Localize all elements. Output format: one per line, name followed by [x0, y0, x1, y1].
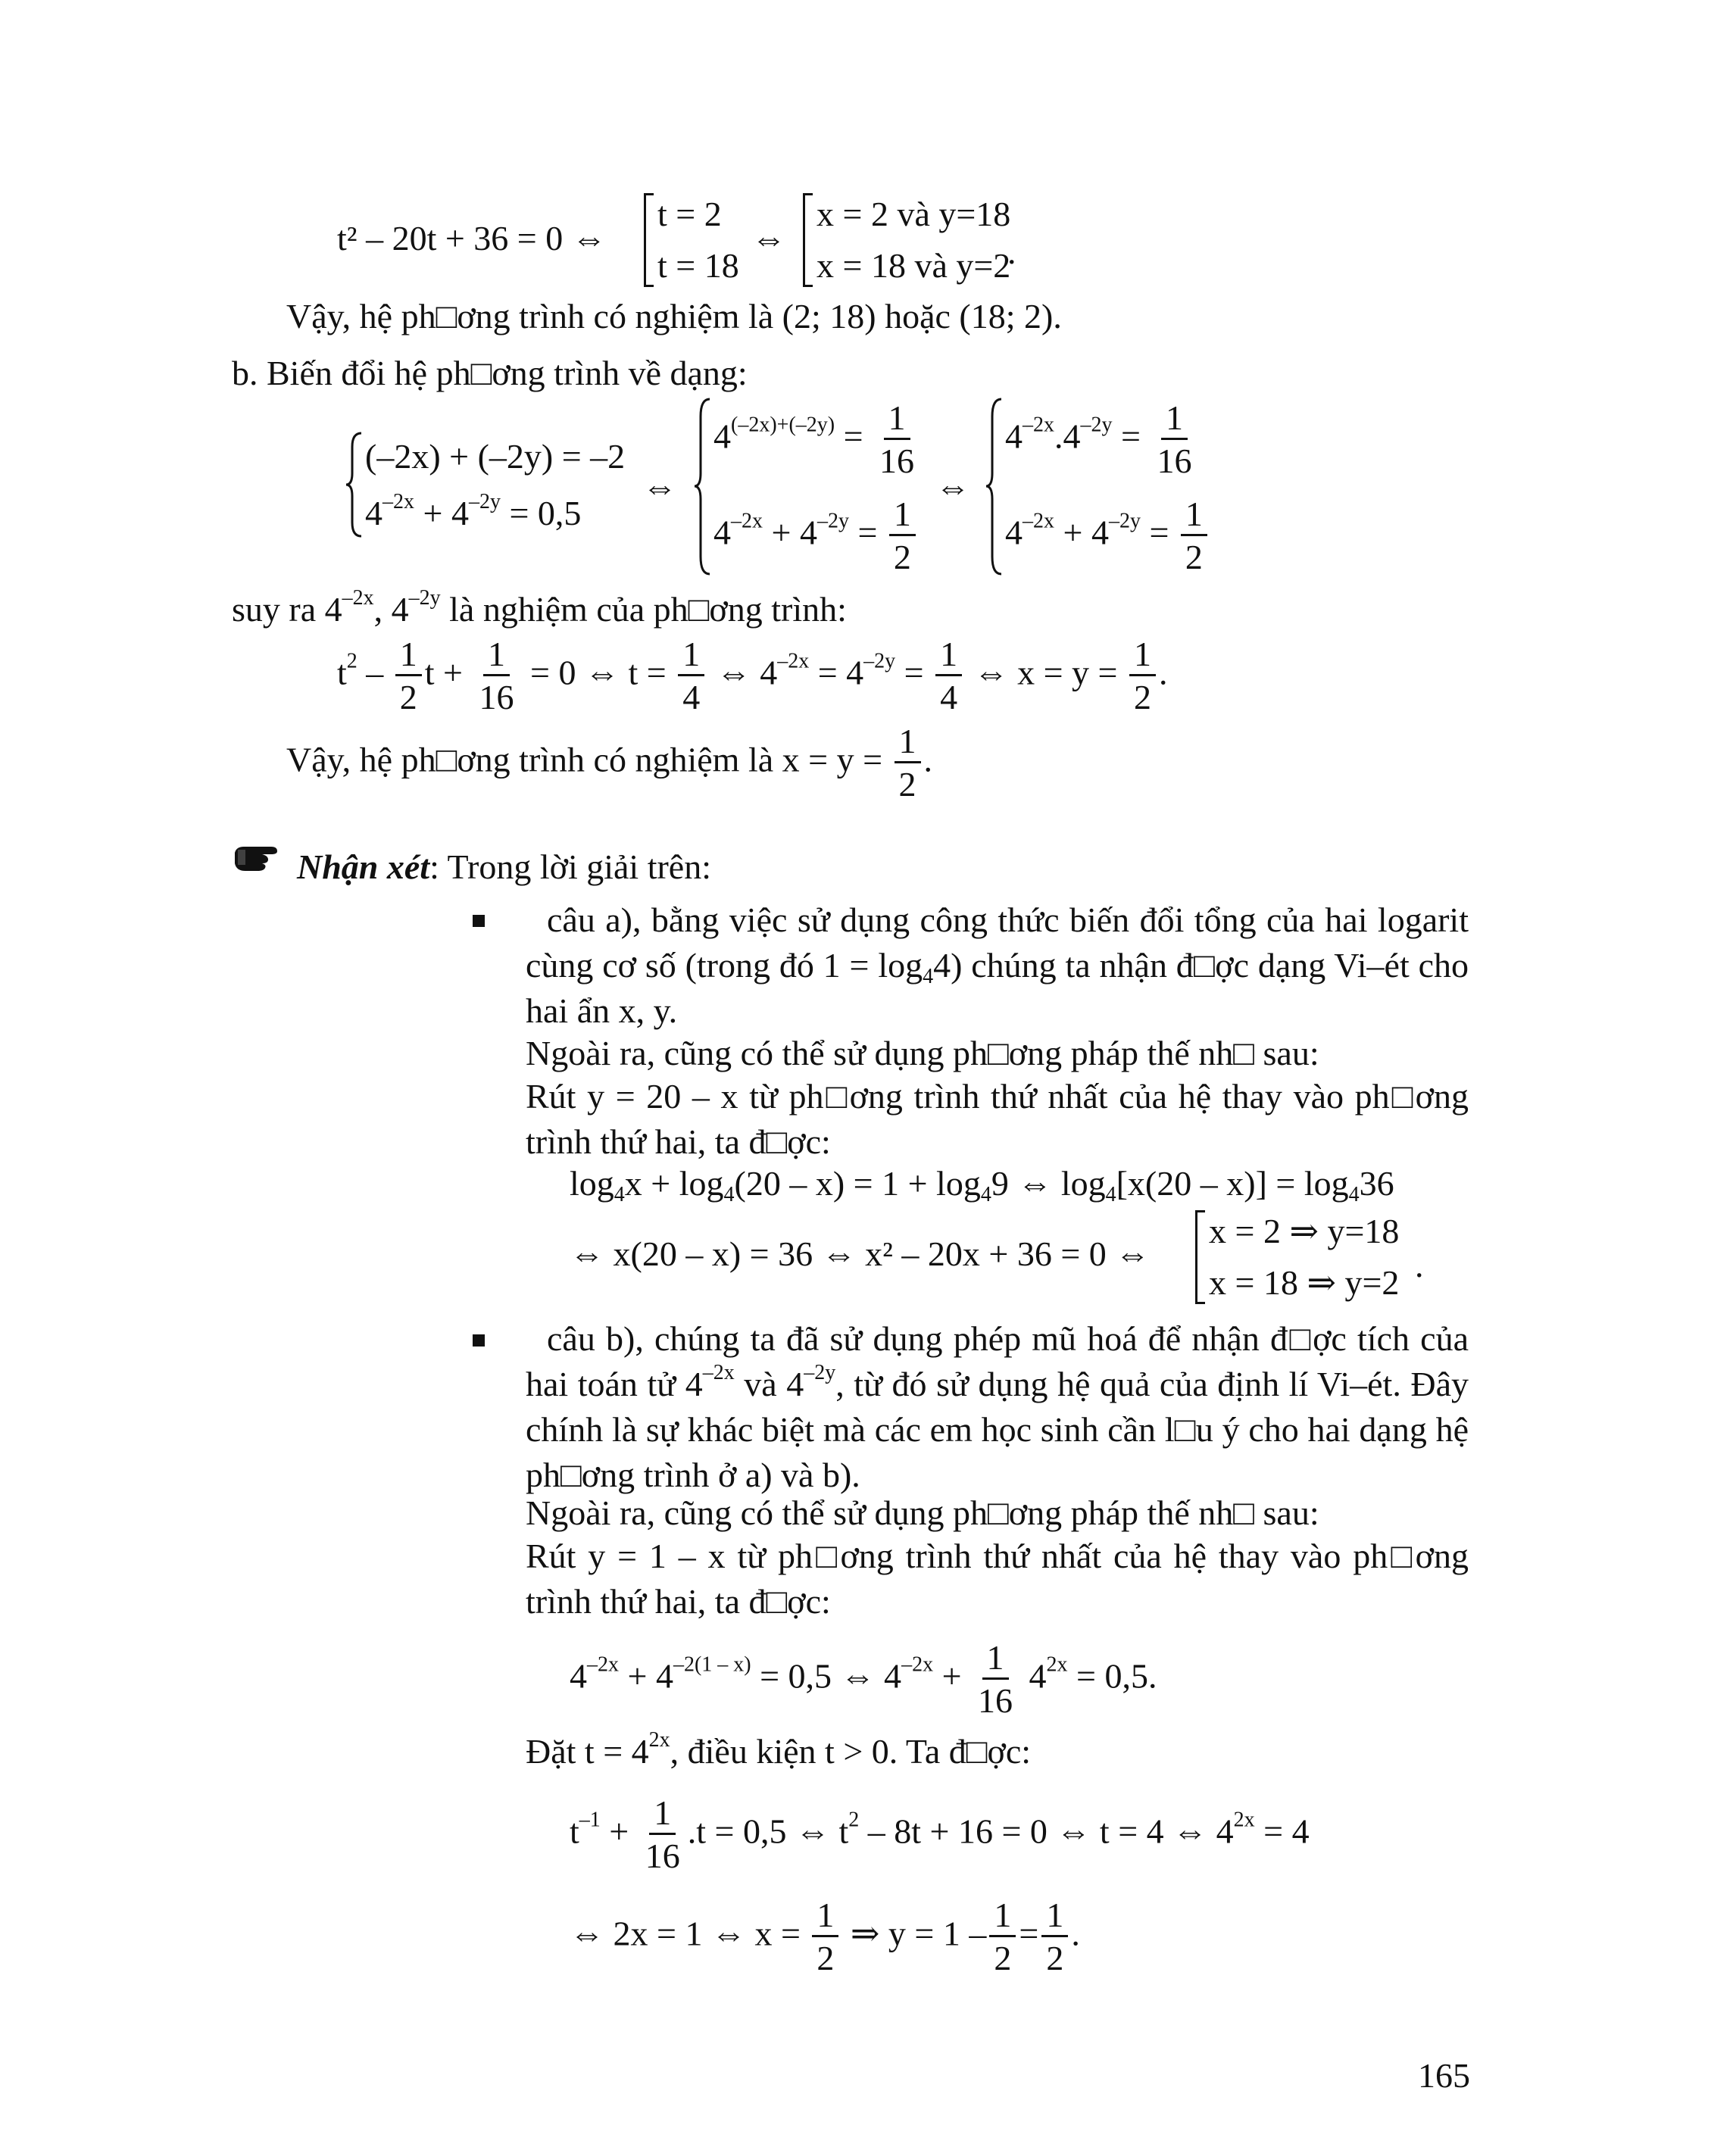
remark-a-case2: x = 18 ⇒ y=2 — [1209, 1263, 1400, 1302]
equiv-symbol: ⇔ — [642, 467, 677, 506]
remark-b-eq1: $4^{-2x} + 4^{-2(1 - x)} = 0,5$ ⇔ $4^{-2x}$ + $\frac{1}{16}$ $4^{2x} = 0,5$. — [570, 1638, 1157, 1721]
remark-b-set-t: Đặt $t = 4^{2x}$, điều kiện t > 0. Ta đ□ợc: — [526, 1728, 1032, 1771]
system2-line1: $4^{(-2x)+(-2y)}$ = $\frac{1}{16}$ — [713, 398, 915, 481]
conclusion-b: Vậy, hệ ph□ơng trình có nghiệm là x = y = $\frac{1}{2}$ . — [286, 722, 933, 804]
remark-a-quad: ⇔ x(20 – x) = 36 ⇔ x² – 20x + 36 = 0 ⇔ — [570, 1234, 1151, 1273]
case-bracket — [644, 193, 654, 287]
remark-a-paragraph: câu a), bằng việc sử dụng công thức biến đổi tổng của hai logarit cùng cơ số (trong đó $1 = \log_44$) chúng ta nhận đ□ợc dạng Vi–ét cho hai ẩn x, y. — [526, 900, 1469, 1030]
system3-line1: $4^{-2x}.4^{-2y}$ = $\frac{1}{16}$ — [1005, 398, 1192, 481]
remark-b-substitution: Rút y = 1 – x từ ph□ơng trình thứ nhất của hệ thay vào ph□ơng trình thứ hai, ta đ□ợc: — [526, 1537, 1469, 1621]
suy-ra-text: suy ra $4^{-2x}$, $4^{-2y}$ là nghiệm của ph□ơng trình: — [232, 586, 847, 629]
remark-b-paragraph: câu b), chúng ta đã sử dụng phép mũ hoá để nhận đ□ợc tích của hai toán tử $4^{-2x}$ và $4^{-2y}$, từ đó sử dụng hệ quả của định lí Vi–ét. Đây chính là sự khác biệt mà các em học sinh cần l□u ý cho hai dạng hệ ph□ơng trình ở a) và b). — [526, 1319, 1469, 1494]
system3-line2: $4^{-2x} + 4^{-2y}$ = $\frac{1}{2}$ — [1005, 496, 1210, 576]
case-t-2: t = 2 — [657, 195, 722, 233]
quadratic-b: $t^2$ – $\frac{1}{2}$ t + $\frac{1}{16}$ = 0 ⇔ t = $\frac{1}{4}$ ⇔ $4^{-2x} = 4^{-2y}$ = $\frac{1}{4}$ ⇔ x = y = $\frac{1}{2}$ . — [337, 635, 1168, 717]
bullet-icon — [473, 1334, 485, 1347]
case-x-2: x = 2 và y=18 — [816, 195, 1011, 233]
remark-a-log-eq: $\log_4x + \log_4(20 - x) = 1 + \log_49$ ⇔ $\log_4[x(20 - x)] = \log_436$ — [570, 1164, 1394, 1206]
remark-a-alt: Ngoài ra, cũng có thể sử dụng ph□ơng pháp thế nh□ sau: — [526, 1034, 1319, 1072]
period: . — [1415, 1246, 1424, 1284]
case-x-18: x = 18 và y=2 — [816, 246, 1011, 285]
part-b-intro: b. Biến đổi hệ ph□ơng trình về dạng: — [232, 354, 748, 392]
brace-icon — [345, 432, 364, 538]
page-number: 165 — [1418, 2056, 1470, 2095]
remark-b-alt: Ngoài ra, cũng có thể sử dụng ph□ơng pháp thế nh□ sau: — [526, 1493, 1319, 1532]
case-bracket — [803, 193, 813, 287]
brace-icon — [985, 398, 1004, 576]
equiv-symbol: ⇔ — [751, 219, 786, 257]
remark-a-substitution: Rút y = 20 – x từ ph□ơng trình thứ nhất của hệ thay vào ph□ơng trình thứ hai, ta đ□ợc: — [526, 1077, 1469, 1161]
period: . — [1007, 232, 1016, 271]
bullet-icon — [473, 915, 485, 927]
equation-t-quadratic: t² – 20t + 36 = 0 ⇔ — [337, 219, 607, 257]
case-bracket — [1195, 1210, 1205, 1304]
pointing-hand-icon — [232, 842, 285, 872]
case-t-18: t = 18 — [657, 246, 739, 285]
brace-icon — [693, 398, 713, 576]
remark-a-case1: x = 2 ⇒ y=18 — [1209, 1212, 1400, 1250]
system1-line1: (–2x) + (–2y) = –2 — [365, 437, 626, 476]
system2-line2: $4^{-2x} + 4^{-2y}$ = $\frac{1}{2}$ — [713, 496, 919, 576]
remark-b-eq2: $t^{-1}$ + $\frac{1}{16}$ .t = 0,5 ⇔ $t^2 - 8t + 16 = 0$ ⇔ t = 4 ⇔ $4^{2x} = 4$ — [570, 1793, 1310, 1876]
remark-b-eq3: ⇔ 2x = 1 ⇔ x = $\frac{1}{2}$ ⇒ y = 1 – $\frac{1}{2}$ = $\frac{1}{2}$ . — [570, 1896, 1080, 1978]
system1-line2: $4^{-2x} + 4^{-2y} = 0,5$ — [365, 490, 582, 532]
remark-heading: Nhận xét: Trong lời giải trên: — [297, 847, 712, 886]
conclusion-a: Vậy, hệ ph□ơng trình có nghiệm là (2; 18) hoặc (18; 2). — [286, 297, 1062, 335]
equiv-symbol: ⇔ — [935, 467, 970, 506]
